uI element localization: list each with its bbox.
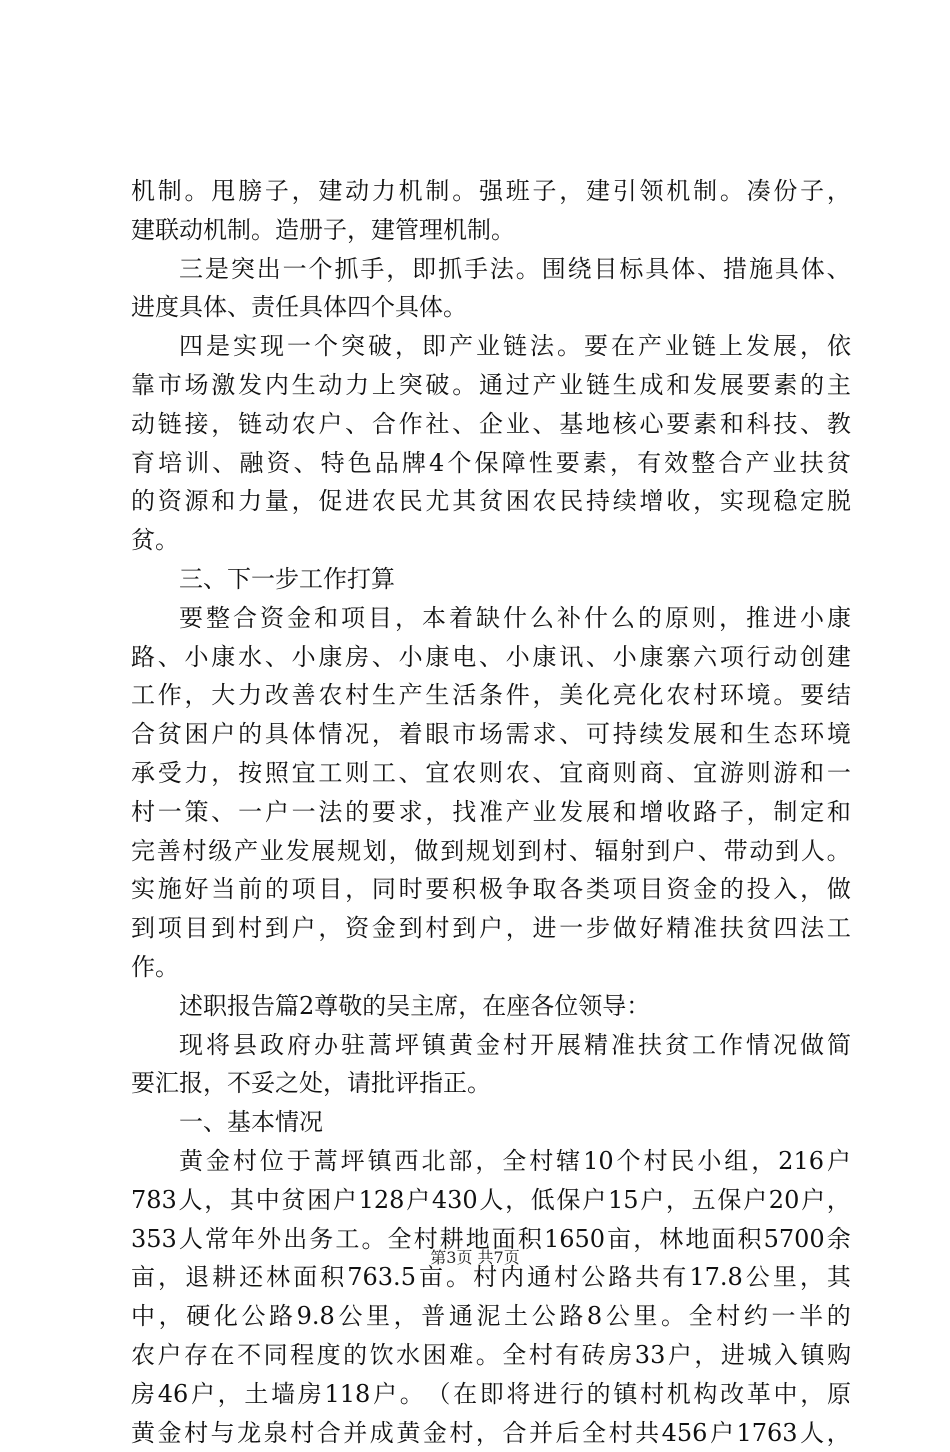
text-line: 合 贫 困 户 的 具 体 情 况 ， 着 眼 市 场 需 求 、 可 持 续 发 展 和 生 态 环 境	[131, 715, 851, 754]
text-line: 亩 ， 退 耕 还 林 面 积 763.5 亩 。 村 内 通 村 公 路 共 有 17.8 公 里 ， 其	[131, 1258, 851, 1297]
text-line: 动 链 接 ， 链 动 农 户 、 合 作 社 、 企 业 、 基 地 核 心 要 素 和 科 技 、 教	[131, 405, 851, 444]
text-line: 要汇报，不妥之处，请批评指正。	[131, 1064, 851, 1103]
text-line: 作。	[131, 948, 851, 987]
section-heading: 一、基本情况	[131, 1103, 851, 1142]
paragraph-start-line: 三 是 突 出 一 个 抓 手 ， 即 抓 手 法 。 围 绕 目 标 具 体 、 措 施 具 体 、	[131, 250, 851, 289]
paragraph-start-line: 四 是 实 现 一 个 突 破 ， 即 产 业 链 法 。 要 在 产 业 链 上 发 展 ， 依	[131, 327, 851, 366]
text-line: 机 制 。 甩 膀 子 ， 建 动 力 机 制 。 强 班 子 ， 建 引 领 机 制 。 凑 份 子 ，	[131, 172, 851, 211]
text-line: 783 人 ， 其 中 贫 困 户 128 户 430 人 ， 低 保 户 15 户 ， 五 保 户 20 户 ，	[131, 1181, 851, 1220]
text-line: 房 46 户 ， 土 墙 房 118 户 。 （ 在 即 将 进 行 的 镇 村 机 构 改 革 中 ， 原	[131, 1375, 851, 1414]
text-line: 建联动机制。造册子，建管理机制。	[131, 211, 851, 250]
text-line: 村 一 策 、 一 户 一 法 的 要 求 ， 找 准 产 业 发 展 和 增 收 路 子 ， 制 定 和	[131, 793, 851, 832]
text-line: 承 受 力 ， 按 照 宜 工 则 工 、 宜 农 则 农 、 宜 商 则 商 、 宜 游 则 游 和 一	[131, 754, 851, 793]
text-line: 农 户 存 在 不 同 程 度 的 饮 水 困 难 。 全 村 有 砖 房 33 户 ， 进 城 入 镇 购	[131, 1336, 851, 1375]
text-line: 进度具体、责任具体四个具体。	[131, 288, 851, 327]
paragraph-start-line: 现 将 县 政 府 办 驻 蒿 坪 镇 黄 金 村 开 展 精 准 扶 贫 工 作 情 况 做 简	[131, 1026, 851, 1065]
text-line: 完 善 村 级 产 业 发 展 规 划 ， 做 到 规 划 到 村 、 辐 射 到 户 、 带 动 到 人 。	[131, 832, 851, 871]
section-heading: 三、下一步工作打算	[131, 560, 851, 599]
text-line: 353 人 常 年 外 出 务 工 。 全 村 耕 地 面 积 1650 亩 ， 林 地 面 积 5700 余	[131, 1220, 851, 1259]
text-line: 黄 金 村 与 龙 泉 村 合 并 成 黄 金 村 ， 合 并 后 全 村 共 456 户 1763 人 ，	[131, 1414, 851, 1452]
text-line: 育 培 训 、 融 资 、 特 色 品 牌 4 个 保 障 性 要 素 ， 有 效 整 合 产 业 扶 贫	[131, 444, 851, 483]
report-heading-line: 述职报告篇2尊敬的吴主席，在座各位领导：	[131, 987, 851, 1026]
page-number-footer: 第3页 共7页	[0, 1248, 950, 1268]
text-line: 中 ， 硬 化 公 路 9.8 公 里 ， 普 通 泥 土 公 路 8 公 里 。 全 村 约 一 半 的	[131, 1297, 851, 1336]
text-line: 实 施 好 当 前 的 项 目 ， 同 时 要 积 极 争 取 各 类 项 目 资 金 的 投 入 ， 做	[131, 870, 851, 909]
text-line: 靠 市 场 激 发 内 生 动 力 上 突 破 。 通 过 产 业 链 生 成 和 发 展 要 素 的 主	[131, 366, 851, 405]
text-line: 贫。	[131, 521, 851, 560]
text-line: 路 、 小 康 水 、 小 康 房 、 小 康 电 、 小 康 讯 、 小 康 寨 六 项 行 动 创 建	[131, 638, 851, 677]
text-line: 工 作 ， 大 力 改 善 农 村 生 产 生 活 条 件 ， 美 化 亮 化 农 村 环 境 。 要 结	[131, 676, 851, 715]
paragraph-start-line: 黄 金 村 位 于 蒿 坪 镇 西 北 部 ， 全 村 辖 10 个 村 民 小 组 ， 216 户	[131, 1142, 851, 1181]
text-line: 的 资 源 和 力 量 ， 促 进 农 民 尤 其 贫 困 农 民 持 续 增 收 ， 实 现 稳 定 脱	[131, 482, 851, 521]
text-line: 到 项 目 到 村 到 户 ， 资 金 到 村 到 户 ， 进 一 步 做 好 精 准 扶 贫 四 法 工	[131, 909, 851, 948]
paragraph-start-line: 要 整 合 资 金 和 项 目 ， 本 着 缺 什 么 补 什 么 的 原 则 ， 推 进 小 康	[131, 599, 851, 638]
